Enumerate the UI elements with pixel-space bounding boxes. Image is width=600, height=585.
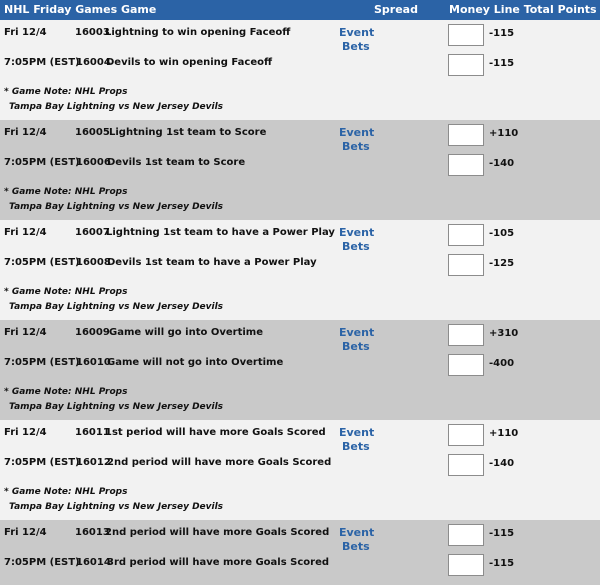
event-bets-link-line1: Event (339, 26, 375, 39)
game-note: * Game Note: NHL Props (4, 287, 128, 297)
game-note: * Game Note: NHL Props (4, 187, 128, 197)
event-bets-link-line2: Bets (342, 240, 370, 253)
rotation-number: 16005 (75, 127, 110, 138)
event-bets-link[interactable] (339, 526, 379, 554)
event-bets-link-line1: Event (339, 226, 375, 239)
wager-input[interactable] (448, 424, 484, 446)
prop-row (0, 224, 600, 246)
event-bets-link[interactable] (339, 26, 379, 54)
event-bets-link-line1: Event (339, 326, 375, 339)
game-matchup: Tampa Bay Lightning vs New Jersey Devils (9, 202, 224, 212)
wager-input[interactable] (448, 324, 484, 346)
header-moneyline-total: Money Line Total Points (449, 3, 597, 16)
prop-row (0, 324, 600, 346)
wager-input[interactable] (448, 124, 484, 146)
wager-input[interactable] (448, 154, 484, 176)
money-line: -115 (489, 58, 515, 69)
game-date: Fri 12/4 (4, 427, 47, 438)
prop-description: Game will not go into Overtime (107, 357, 284, 368)
prop-row (0, 124, 600, 146)
rotation-number: 16013 (75, 527, 110, 538)
prop-description: 2nd period will have more Goals Scored (107, 457, 332, 468)
rotation-number: 16003 (75, 27, 110, 38)
game-block (0, 120, 600, 220)
game-matchup: Tampa Bay Lightning vs New Jersey Devils (9, 502, 224, 512)
money-line: -115 (489, 558, 515, 569)
money-line: -125 (489, 258, 515, 269)
game-matchup: Tampa Bay Lightning vs New Jersey Devils (9, 402, 224, 412)
game-block (0, 420, 600, 520)
game-time: 7:05PM (EST) (4, 457, 80, 468)
event-bets-link-line2: Bets (342, 40, 370, 53)
game-time: 7:05PM (EST) (4, 557, 80, 568)
prop-description: 2nd period will have more Goals Scored (105, 527, 330, 538)
event-bets-link-line1: Event (339, 526, 375, 539)
game-date: Fri 12/4 (4, 527, 47, 538)
prop-row (0, 524, 600, 546)
header-sport: NHL Friday Games Game (4, 3, 157, 16)
rotation-number: 16007 (75, 227, 110, 238)
wager-input[interactable] (448, 554, 484, 576)
rotation-number: 16010 (76, 357, 111, 368)
event-bets-link-line2: Bets (342, 440, 370, 453)
money-line: -105 (489, 228, 515, 239)
game-time: 7:05PM (EST) (4, 357, 80, 368)
game-time: 7:05PM (EST) (4, 157, 80, 168)
game-block (0, 320, 600, 420)
game-block (0, 20, 600, 120)
game-date: Fri 12/4 (4, 327, 47, 338)
game-time: 7:05PM (EST) (4, 57, 80, 68)
rotation-number: 16006 (76, 157, 111, 168)
game-matchup: Tampa Bay Lightning vs New Jersey Devils (9, 302, 224, 312)
prop-description: Devils 1st team to have a Power Play (107, 257, 317, 268)
event-bets-link[interactable] (339, 226, 379, 254)
rotation-number: 16012 (76, 457, 111, 468)
table-header (0, 0, 600, 20)
event-bets-link-line2: Bets (342, 140, 370, 153)
prop-row (0, 24, 600, 46)
event-bets-link[interactable] (339, 326, 379, 354)
prop-description: 1st period will have more Goals Scored (105, 427, 326, 438)
event-bets-link-line2: Bets (342, 340, 370, 353)
header-spread: Spread (374, 3, 418, 16)
wager-input[interactable] (448, 454, 484, 476)
rotation-number: 16008 (76, 257, 111, 268)
wager-input[interactable] (448, 254, 484, 276)
prop-description: Lightning 1st team to have a Power Play (106, 227, 335, 238)
game-matchup: Tampa Bay Lightning vs New Jersey Devils (9, 102, 224, 112)
event-bets-link-line1: Event (339, 426, 375, 439)
prop-row (0, 454, 600, 476)
rotation-number: 16009 (75, 327, 110, 338)
wager-input[interactable] (448, 54, 484, 76)
game-note: * Game Note: NHL Props (4, 487, 128, 497)
event-bets-link[interactable] (339, 426, 379, 454)
game-block (0, 520, 600, 585)
prop-row (0, 54, 600, 76)
prop-row (0, 424, 600, 446)
money-line: -115 (489, 28, 515, 39)
prop-row (0, 554, 600, 576)
game-date: Fri 12/4 (4, 227, 47, 238)
game-note: * Game Note: NHL Props (4, 387, 128, 397)
event-bets-link[interactable] (339, 126, 379, 154)
rotation-number: 16011 (75, 427, 110, 438)
prop-description: Game will go into Overtime (109, 327, 263, 338)
prop-row (0, 154, 600, 176)
wager-input[interactable] (448, 524, 484, 546)
prop-row (0, 354, 600, 376)
money-line: -140 (489, 458, 515, 469)
money-line: +310 (489, 328, 519, 339)
wager-input[interactable] (448, 224, 484, 246)
game-date: Fri 12/4 (4, 27, 47, 38)
rotation-number: 16004 (76, 57, 111, 68)
rotation-number: 16014 (76, 557, 111, 568)
wager-input[interactable] (448, 24, 484, 46)
game-date: Fri 12/4 (4, 127, 47, 138)
prop-description: Lightning 1st team to Score (109, 127, 267, 138)
event-bets-link-line1: Event (339, 126, 375, 139)
wager-input[interactable] (448, 354, 484, 376)
game-block (0, 220, 600, 320)
game-time: 7:05PM (EST) (4, 257, 80, 268)
prop-description: Lightning to win opening Faceoff (105, 27, 291, 38)
money-line: -400 (489, 358, 515, 369)
event-bets-link-line2: Bets (342, 540, 370, 553)
money-line: -140 (489, 158, 515, 169)
prop-row (0, 254, 600, 276)
money-line: -115 (489, 528, 515, 539)
money-line: +110 (489, 128, 519, 139)
prop-description: Devils 1st team to Score (107, 157, 246, 168)
prop-description: Devils to win opening Faceoff (106, 57, 273, 68)
money-line: +110 (489, 428, 519, 439)
game-note: * Game Note: NHL Props (4, 87, 128, 97)
prop-description: 3rd period will have more Goals Scored (107, 557, 330, 568)
